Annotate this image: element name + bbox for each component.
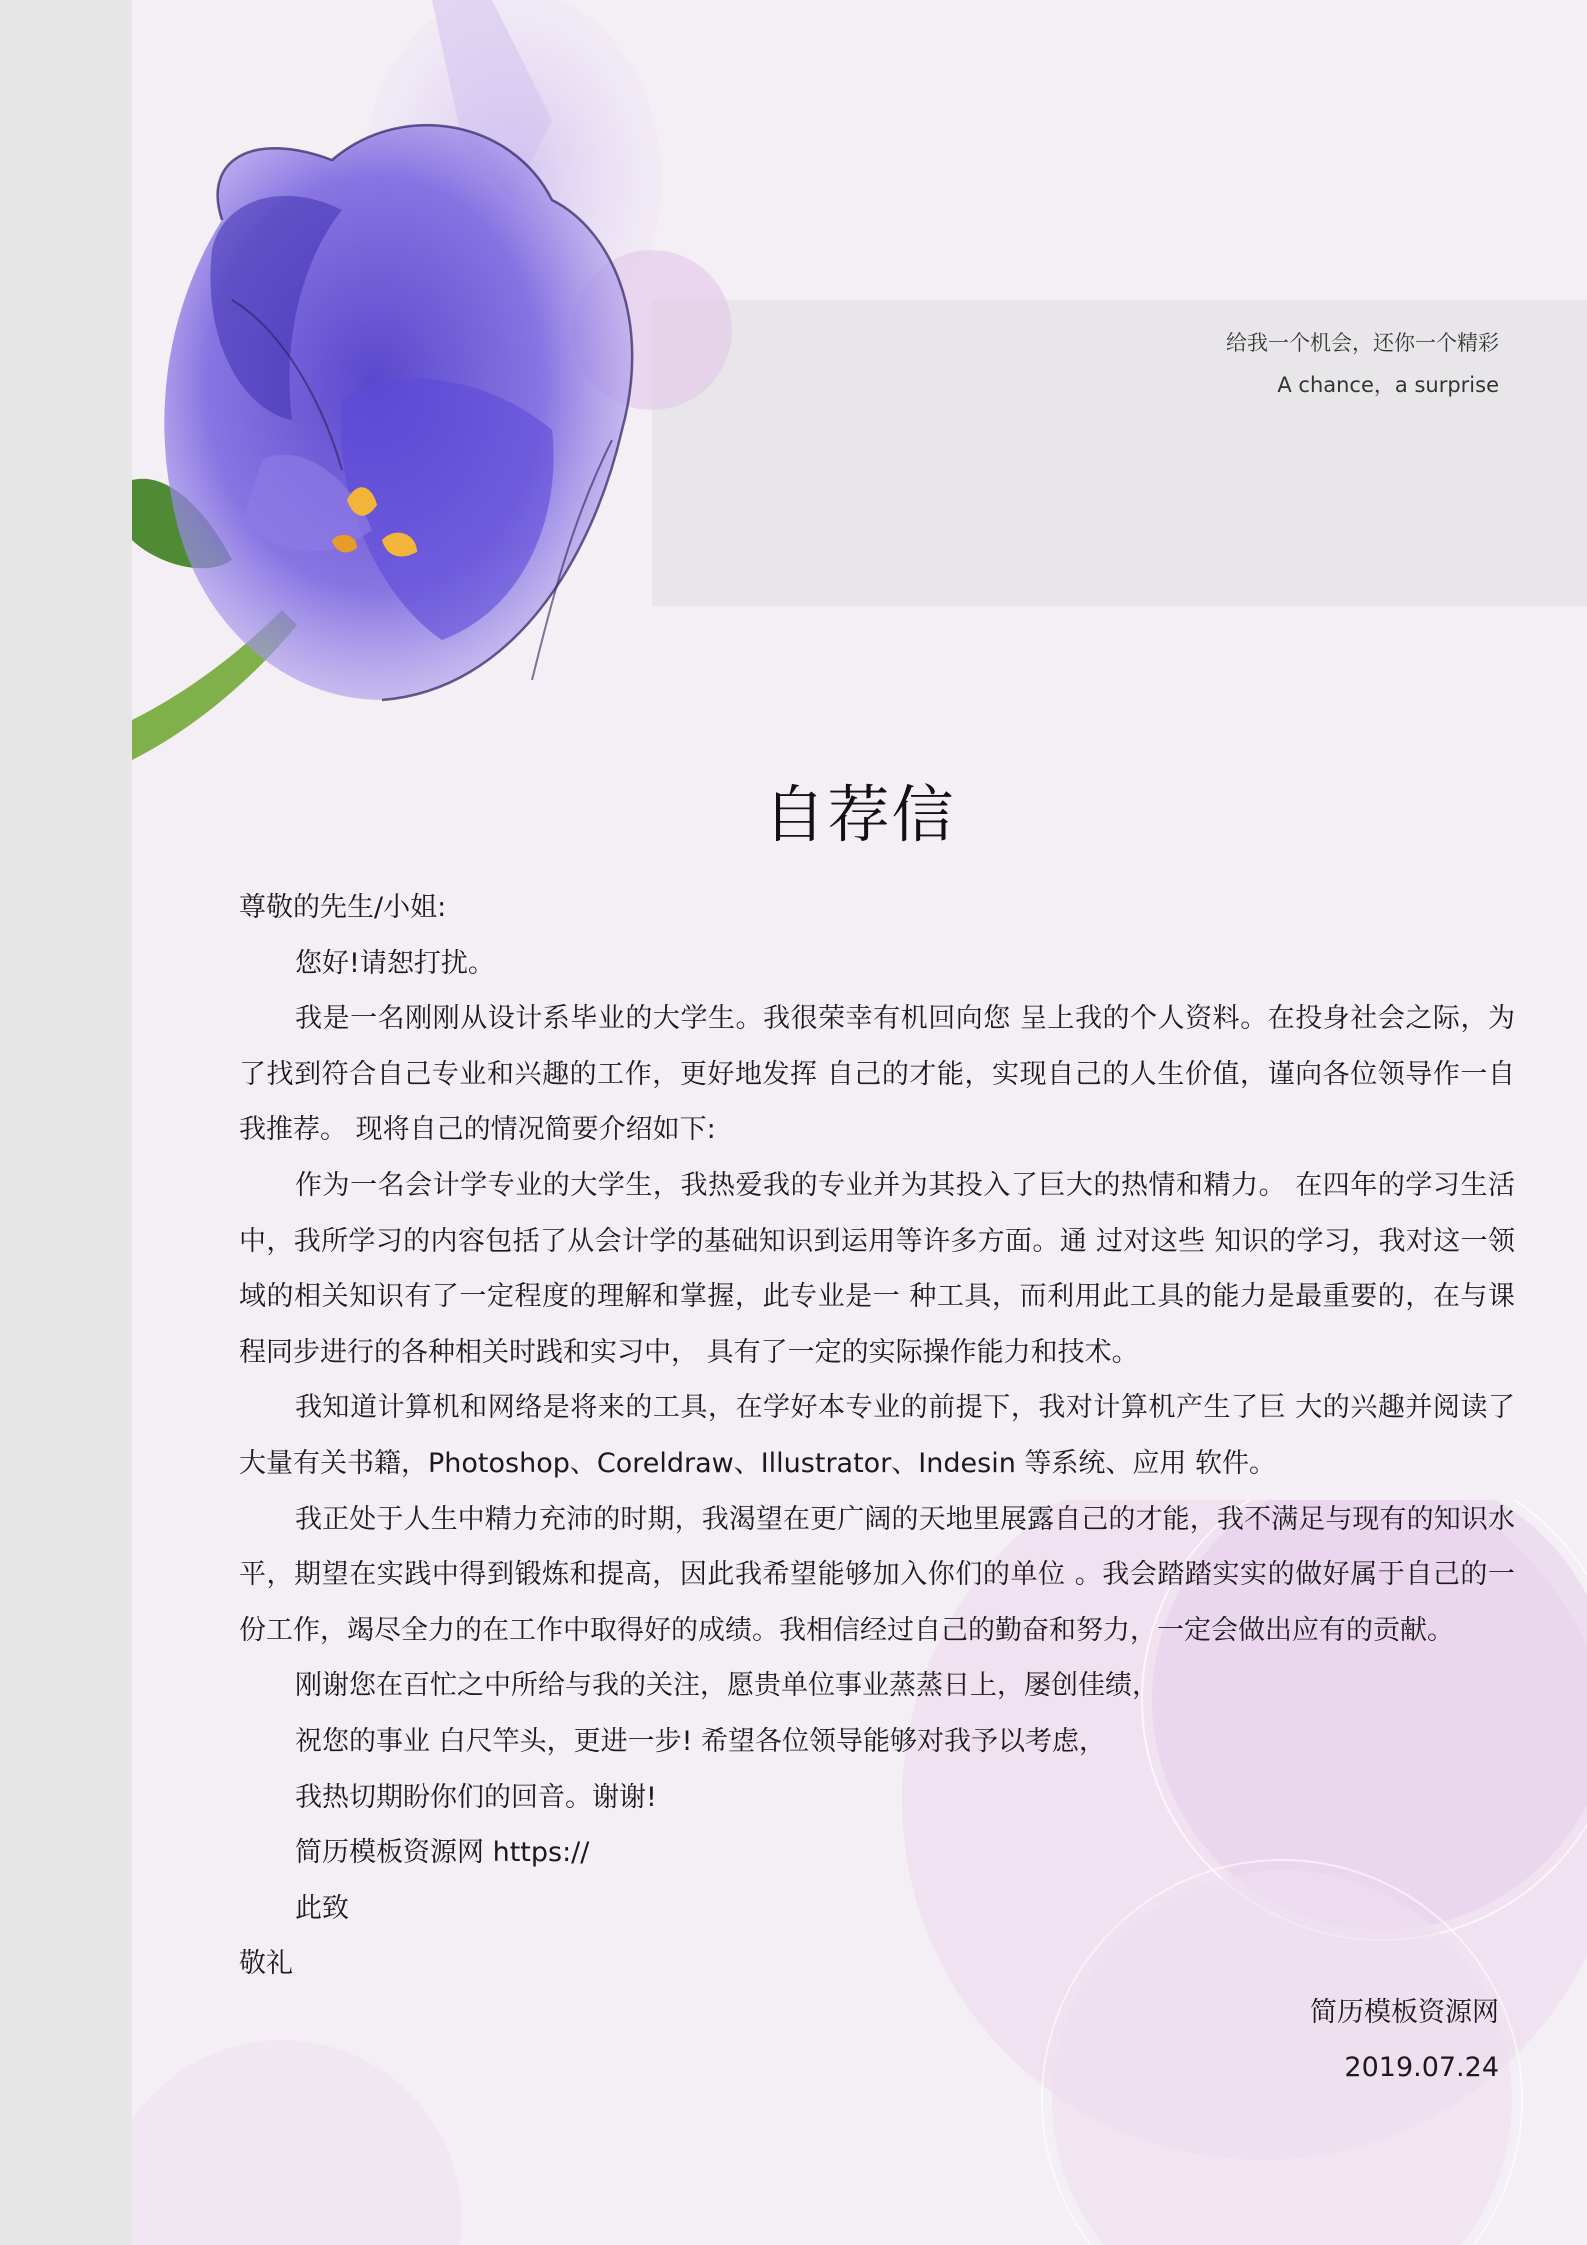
paragraph: 刚谢您在百忙之中所给与我的关注，愿贵单位事业蒸蒸日上，屡创佳绩， [295,1670,1159,1702]
closing: 敬礼 [239,1948,293,1980]
slogan-en: A chance，a surprise [1277,373,1499,397]
letter-page [132,0,1587,2245]
paragraph: 作为一名会计学专业的大学生，我热爱我的专业并为其投入了巨大的热情和精力。 在四年的学习生活中，我所学习的内容包括了从会计学的基础知识到运用等许多方面。通 过对这些 知识的学习，我对这一领域的相关知识有了一定程度的理解和掌握，此专业是一 种工具，而利用此工具的能力是最重要的，在与课程同步进行的各种相关时践和实习中， 具有了一定的实际操作能力和技术。 [239,1169,1515,1368]
paragraph: 您好!请恕打扰。 [295,947,495,979]
paragraph: 我热切期盼你们的回音。谢谢! [295,1781,657,1813]
slogan-cn: 给我一个机会，还你一个精彩 [1226,331,1499,355]
paragraph: 我知道计算机和网络是将来的工具，在学好本专业的前提下，我对计算机产生了巨 大的兴趣并阅读了大量有关书籍，Photoshop、Coreldraw、Illustrator、Indesin 等系统、应用 软件。 [239,1392,1515,1479]
paragraph: 我是一名刚刚从设计系毕业的大学生。我很荣幸有机回向您 呈上我的个人资料。在投身社会之际，为了找到符合自己专业和兴趣的工作，更好地发挥 自己的才能，实现自己的人生价值，谨向各位领导作一自我推荐。 现将自己的情况简要介绍如下: [239,1003,1515,1146]
page-title: 自荐信 [763,778,956,851]
signature-block [1310,1985,1499,2095]
slogan [1226,322,1499,406]
paragraph: 祝您的事业 白尺竿头，更进一步! 希望各位领导能够对我予以考虑， [295,1725,1106,1757]
paragraph: 此致 [295,1892,349,1924]
signature-date: 2019.07.24 [1344,2052,1499,2083]
paragraph: 简历模板资源网 https:// [295,1837,590,1869]
greeting: 尊敬的先生/小姐: [239,892,447,923]
flower-illustration [132,0,792,790]
letter-body [239,880,1515,1992]
signature-name: 简历模板资源网 [1310,1997,1499,2028]
paragraph: 我正处于人生中精力充沛的时期，我渴望在更广阔的天地里展露自己的才能，我不满足与现有的知识水平，期望在实践中得到锻炼和提高，因此我希望能够加入你们的单位 。我会踏踏实实的做好属于自己的一份工作，竭尽全力的在工作中取得好的成绩。我相信经过自己的勤奋和努力，一定会做出应有的贡献。 [239,1503,1515,1646]
